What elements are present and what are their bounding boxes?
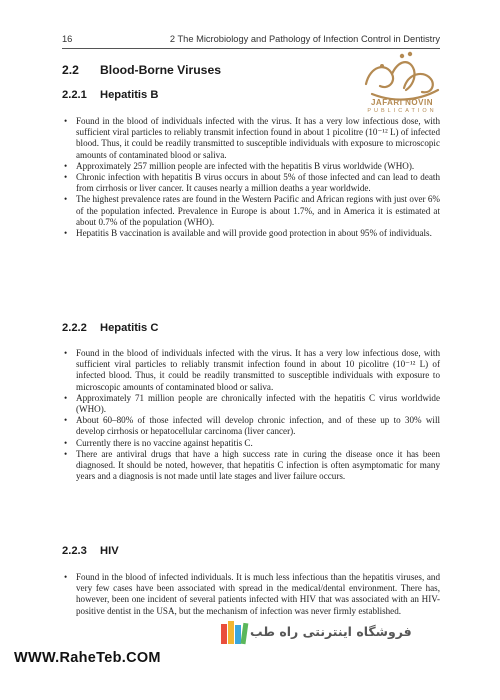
list-item: • Approximately 257 million people are infected with the hepatitis B virus worldwide (WHO).: [62, 161, 440, 172]
page-number: 16: [62, 34, 73, 44]
subsection-number: 2.2.3: [62, 545, 87, 557]
section-title: Blood-Borne Viruses: [100, 63, 221, 77]
list-item: • Found in the blood of infected individuals. It is much less infectious than the hepatitis viruses, and very few cases have been associated with spread in the medical/dental environment. There has, however, been one incident of several patients infected with HIV that was associated with an HIV-positive dentist in the USA, but the mechanism of infection was never firmly established.: [62, 572, 440, 617]
hepatitis-b-bullet-list: [62, 116, 440, 239]
section-number: 2.2: [62, 63, 79, 77]
books-icon: [218, 618, 250, 646]
subsection-heading-hepatitis-c: [62, 322, 158, 334]
website-watermark: WWW.RaheTeb.COM: [14, 650, 161, 666]
list-item: • The highest prevalence rates are found in the Western Pacific and African regions with just over 6% of the population infected. Prevalence in Europe is about 1.7%, and in America it is estimated at about 0.7% of the population (WHO).: [62, 194, 440, 228]
subsection-heading-hiv: [62, 545, 119, 557]
running-head: [62, 34, 440, 44]
list-item: • Currently there is no vaccine against hepatitis C.: [62, 438, 440, 449]
logo-name: JAFARI NOVIN: [370, 98, 433, 107]
hepatitis-c-bullet-list: [62, 348, 440, 482]
list-item: • Approximately 71 million people are chronically infected with the hepatitis C virus worldwide (WHO).: [62, 393, 440, 415]
chapter-title: 2 The Microbiology and Pathology of Infection Control in Dentistry: [169, 34, 440, 44]
list-item: • Found in the blood of individuals infected with the virus. It has a very low infectious dose, with sufficient viral particles to reliably transmit infection found in about 1 picolitre (10⁻¹² L) of infected blood. Thus, it could be readily transmitted to susceptible individuals with exposure to microscopic amounts of contaminated blood or saliva.: [62, 116, 440, 161]
list-item: • Chronic infection with hepatitis B virus occurs in about 5% of those infected and can lead to death from cirrhosis or liver cancer. It causes nearly a million deaths a year worldwide.: [62, 172, 440, 194]
logo-subtitle: PUBLICATION: [367, 108, 437, 114]
list-item: • There are antiviral drugs that have a high success rate in curing the disease once it has been diagnosed. It should be noted, however, that hepatitis C infection is often asymptomatic for many years and a diagnosis is not made until late stages and liver failure occurs.: [62, 449, 440, 483]
subsection-number: 2.2.2: [62, 322, 87, 334]
subsection-title: Hepatitis C: [100, 322, 159, 334]
section-heading: [62, 63, 221, 77]
hiv-bullet-list: [62, 572, 440, 617]
subsection-number: 2.2.1: [62, 89, 87, 101]
list-item: • About 60–80% of those infected will develop chronic infection, and of these up to 30% will develop cirrhosis or hepatocellular carcinoma (liver cancer).: [62, 415, 440, 437]
list-item: • Found in the blood of individuals infected with the virus. It has a very low infectious dose, with sufficient viral particles to reliably transmit infection found in about 10 picolitre (10⁻¹² L) of infected blood. Thus, it could be readily transmitted to susceptible individuals with exposure to microscopic amounts of contaminated blood or saliva.: [62, 348, 440, 393]
list-item: • Hepatitis B vaccination is available and will provide good protection in about 95% of individuals.: [62, 228, 440, 239]
subsection-title: Hepatitis B: [100, 89, 159, 101]
subsection-title: HIV: [100, 545, 119, 557]
subsection-heading-hepatitis-b: [62, 89, 158, 101]
store-watermark-text: فروشگاه اینترنتی راه طب: [250, 624, 412, 639]
